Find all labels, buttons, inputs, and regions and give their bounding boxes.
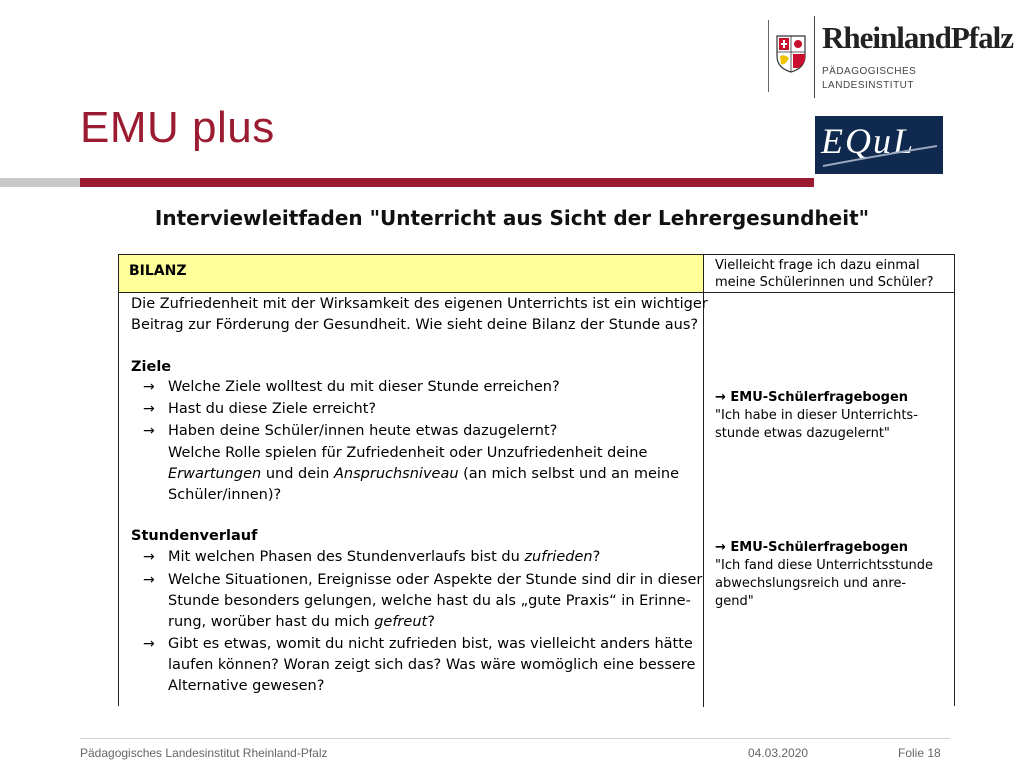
verlauf-question-2-line-2: Stunde besonders gelungen, welche hast du als „gute Praxis“ in Erinne- (168, 593, 691, 609)
text-fragment: rung, worüber hast du mich (168, 614, 375, 630)
arrow-icon: → (143, 572, 155, 588)
note-1-line-1: "Ich habe in dieser Unterrichts- (715, 408, 918, 423)
intro-line-2: Beitrag zur Förderung der Gesundheit. Wie sieht deine Bilanz der Stunde aus? (131, 317, 699, 333)
stundenverlauf-heading: Stundenverlauf (131, 528, 258, 544)
footer-slide-number: Folie 18 (898, 746, 941, 760)
text-fragment: und dein (261, 466, 334, 482)
note-2-line-1: "Ich fand diese Unterrichtsstunde (715, 558, 934, 573)
ziele-extra-line-2 (168, 464, 679, 485)
ziele-heading: Ziele (131, 359, 172, 375)
arrow-icon: → (143, 401, 155, 417)
rlp-subtitle-2: LANDESINSTITUT (822, 80, 915, 91)
verlauf-question-2-line-3 (168, 612, 435, 633)
notes-column (704, 255, 955, 707)
ziele-question-2: Hast du diese Ziele erreicht? (168, 401, 377, 417)
arrow-icon: → (143, 379, 155, 395)
slide-title: EMU plus (80, 103, 275, 152)
emph-zufrieden: zufrieden (524, 549, 593, 565)
verlauf-question-3-line-1: Gibt es etwas, womit du nicht zufrieden bist, was vielleicht anders hätte (168, 636, 693, 652)
rlp-subtitle-1: PÄDAGOGISCHES (822, 66, 917, 77)
document-heading: Interviewleitfaden "Unterricht aus Sicht der Lehrergesundheit" (154, 206, 870, 230)
shield-icon (775, 34, 807, 74)
emph-anspruchsniveau: Anspruchsniveau (333, 466, 459, 482)
text-fragment: (an mich selbst und an meine (458, 466, 680, 482)
title-bar-gray (0, 178, 80, 187)
questions-column (119, 255, 708, 707)
rlp-wordmark: RheinlandPfalz (822, 20, 1013, 55)
emph-gefreut: gefreut (374, 614, 428, 630)
note-1-line-2: stunde etwas dazugelernt" (715, 426, 890, 441)
note-2-line-2: abwechslungsreich und anre- (715, 576, 907, 591)
ziele-extra-line-1: Welche Rolle spielen für Zufriedenheit oder Unzufriedenheit deine (168, 445, 648, 461)
verlauf-question-3-line-3: Alternative gewesen? (168, 678, 325, 694)
ziele-question-1: Welche Ziele wolltest du mit dieser Stunde erreichen? (168, 379, 560, 395)
notes-header-line-2: meine Schülerinnen und Schüler? (715, 275, 934, 290)
crest-icon (768, 20, 812, 92)
ziele-extra-line-3: Schüler/innen)? (168, 487, 282, 503)
bilanz-header: BILANZ (119, 255, 703, 293)
text-fragment: ? (592, 549, 601, 565)
notes-header (704, 255, 955, 293)
title-bar-accent (80, 178, 814, 187)
ziele-question-3: Haben deine Schüler/innen heute etwas dazugelernt? (168, 423, 558, 439)
text-fragment: Mit welchen Phasen des Stundenverlaufs bist du (168, 549, 525, 565)
footer-date: 04.03.2020 (748, 746, 809, 760)
arrow-icon: → (143, 636, 155, 652)
text-fragment: ? (427, 614, 435, 630)
interview-table (118, 254, 955, 706)
footer-divider (80, 738, 950, 739)
verlauf-question-1 (168, 547, 600, 568)
logo-divider (814, 16, 815, 98)
notes-header-line-1: Vielleicht frage ich dazu einmal (715, 258, 920, 273)
arrow-icon: → (143, 423, 155, 439)
rlp-logo (768, 16, 1013, 98)
note-1-title: → EMU-Schülerfragebogen (715, 390, 909, 405)
equl-wordmark: EQuL (821, 121, 916, 161)
note-2-line-3: gend" (715, 594, 754, 609)
verlauf-question-2-line-1: Welche Situationen, Ereignisse oder Aspekte der Stunde sind dir in dieser (168, 572, 703, 588)
footer-institute: Pädagogisches Landesinstitut Rheinland-Pfalz (80, 746, 328, 760)
verlauf-question-3-line-2: laufen können? Woran zeigt sich das? Was wäre womöglich eine bessere (168, 657, 696, 673)
emph-erwartungen: Erwartungen (168, 466, 262, 482)
swoosh-icon (815, 116, 943, 174)
intro-line-1: Die Zufriedenheit mit der Wirksamkeit des eigenen Unterrichts ist ein wichtiger (131, 296, 708, 312)
equl-logo (815, 116, 943, 174)
arrow-icon: → (143, 549, 155, 565)
note-2-title: → EMU-Schülerfragebogen (715, 540, 909, 555)
